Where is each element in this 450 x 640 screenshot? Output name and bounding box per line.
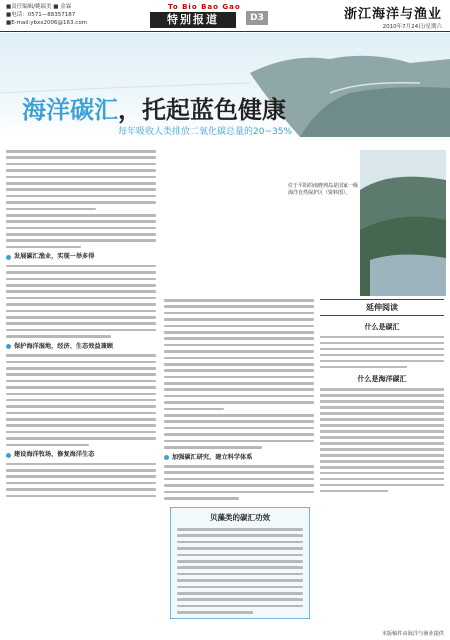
- sidebar-heading-1: 什么是碳汇: [364, 323, 400, 331]
- section-kicker-text: To Bio Bao Gao: [168, 3, 241, 11]
- masthead-logo: 浙江海洋与渔业: [343, 7, 442, 22]
- section-heading-2: [6, 344, 156, 350]
- photo-caption: 位于平阳的南麂列岛是国家一级海洋自然保护区（资料图）。: [288, 183, 359, 197]
- email-line: ■E-mail:ybxx2006@163.com: [6, 20, 88, 26]
- box-title: 贝藻类的碳汇功效: [210, 513, 270, 522]
- section-heading-3: [6, 452, 156, 458]
- page-header: [0, 0, 450, 32]
- headline-rest: ，托起蓝色健康: [118, 96, 286, 124]
- phone-line: ■电话：0571—88357187: [6, 12, 76, 18]
- sidebar-heading-2: 什么是海洋碳汇: [357, 375, 407, 384]
- page-number: D3: [246, 11, 268, 25]
- section-heading-3-text: 建设海洋牧场，修复海洋生态: [14, 451, 95, 459]
- article-subtitle: 每年吸收人类排放二氧化碳总量的20~35%: [118, 127, 292, 137]
- section-heading-4-text: 加强碳汇研究，建立科学体系: [172, 453, 253, 461]
- headline-highlight: 海洋碳汇: [22, 96, 118, 124]
- page-footer: 本版稿件由海洋与渔业提供: [381, 631, 444, 637]
- editor-line: ■责任编辑/姚瑞美 ■ 金霖: [6, 4, 72, 10]
- article-column-2: [164, 299, 314, 503]
- article-column-1: [6, 150, 156, 501]
- bullet-icon: [164, 455, 169, 460]
- section-kicker: [168, 3, 241, 11]
- section-heading-1: [6, 254, 156, 260]
- further-reading: [320, 299, 444, 629]
- article-headline: [22, 90, 286, 125]
- section-heading-2-text: 保护海洋湿地，经济、生态效益兼顾: [14, 342, 113, 350]
- island-photo: [360, 150, 446, 296]
- sidebar-box: [170, 507, 310, 619]
- contact-info: [6, 3, 87, 27]
- section-banner: 特别报道: [150, 12, 236, 28]
- bullet-icon: [6, 453, 11, 458]
- section-heading-4: [164, 455, 314, 461]
- bullet-icon: [6, 344, 11, 349]
- further-reading-title: 延伸阅读: [320, 299, 444, 316]
- section-heading-1-text: 发展碳汇渔业，实现一举多得: [14, 253, 95, 261]
- issue-date: 2010年7月24日/星期六: [382, 24, 442, 30]
- bullet-icon: [6, 255, 11, 260]
